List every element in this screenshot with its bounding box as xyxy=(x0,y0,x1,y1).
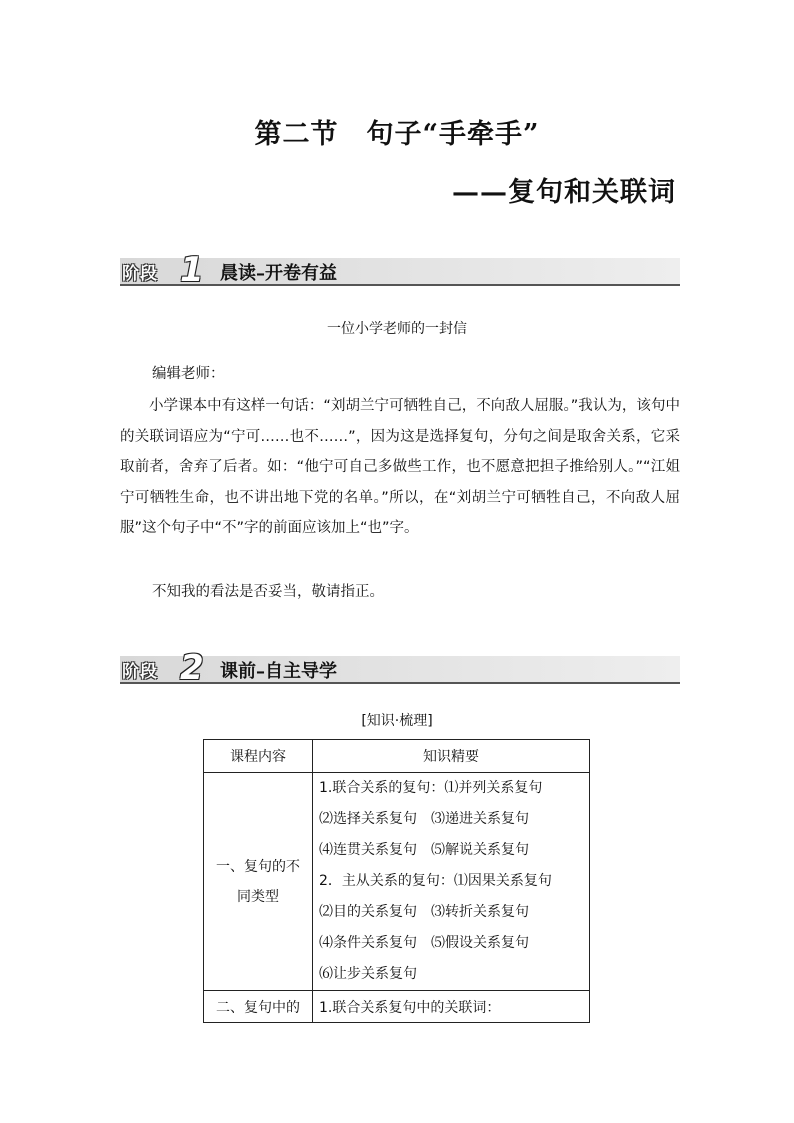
letter-salutation: 编辑老师： xyxy=(152,366,225,382)
stage-2-badge: 阶段 xyxy=(122,662,158,682)
stage-2-bar xyxy=(120,656,680,684)
table-cell-knowledge: 1.联合关系复句中的关联词： xyxy=(313,991,590,1023)
knowledge-line: 2．主从关系的复句：⑴因果关系复句 xyxy=(319,873,552,889)
knowledge-line: ⑹让步关系复句 xyxy=(319,966,417,982)
table-header-knowledge: 知识精要 xyxy=(313,740,590,773)
stage-2-header xyxy=(120,648,680,688)
knowledge-line: 1.联合关系的复句：⑴并列关系复句 xyxy=(319,780,543,796)
knowledge-line: ⑷条件关系复句 ⑸假设关系复句 xyxy=(319,935,529,951)
letter-title: 一位小学老师的一封信 xyxy=(327,321,467,337)
table-cell-content: 二、复句中的 xyxy=(204,991,313,1023)
stage-1-number: 1 xyxy=(180,250,204,290)
stage-1-header xyxy=(120,250,680,290)
table-header-content: 课程内容 xyxy=(204,740,313,773)
stage-2-number: 2 xyxy=(180,648,204,688)
table-cell-content xyxy=(204,773,313,991)
stage-1-title: 晨读–开卷有益 xyxy=(220,263,337,284)
page-title: 第二节 句子“手牵手” xyxy=(254,119,540,150)
page-subtitle: ——复句和关联词 xyxy=(452,177,676,208)
stage-2-title: 课前–自主导学 xyxy=(220,661,337,682)
row1-content: 一、复句的不同类型 xyxy=(216,858,300,905)
table-header-row xyxy=(204,740,590,773)
table-row xyxy=(204,991,590,1023)
table-caption: [知识·梳理] xyxy=(361,713,433,729)
knowledge-line: ⑵目的关系复句 ⑶转折关系复句 xyxy=(319,904,529,920)
letter-closing: 不知我的看法是否妥当，敬请指正。 xyxy=(152,584,384,600)
table-row xyxy=(204,773,590,991)
knowledge-table xyxy=(203,739,590,1023)
knowledge-line: ⑷连贯关系复句 ⑸解说关系复句 xyxy=(319,842,529,858)
knowledge-line: ⑵选择关系复句 ⑶递进关系复句 xyxy=(319,811,529,827)
table-cell-knowledge xyxy=(313,773,590,991)
stage-1-badge: 阶段 xyxy=(122,264,158,284)
stage-1-bar xyxy=(120,258,680,286)
letter-body: 小学课本中有这样一句话：“刘胡兰宁可牺牲自己，不向敌人屈服。”我认为，该句中的关联词语应为“宁可……也不……”，因为这是选择复句，分句之间是取舍关系，它采取前者，舍弃了后者。如：“他宁可自己多做些工作，也不愿意把担子推给别人。”“江姐宁可牺牲生命，也不讲出地下党的名单。”所以，在“刘胡兰宁可牺牲自己，不向敌人屈服”这个句子中“不”字的前面应该加上“也”字。 xyxy=(120,398,680,536)
letter-body-block xyxy=(120,391,680,544)
